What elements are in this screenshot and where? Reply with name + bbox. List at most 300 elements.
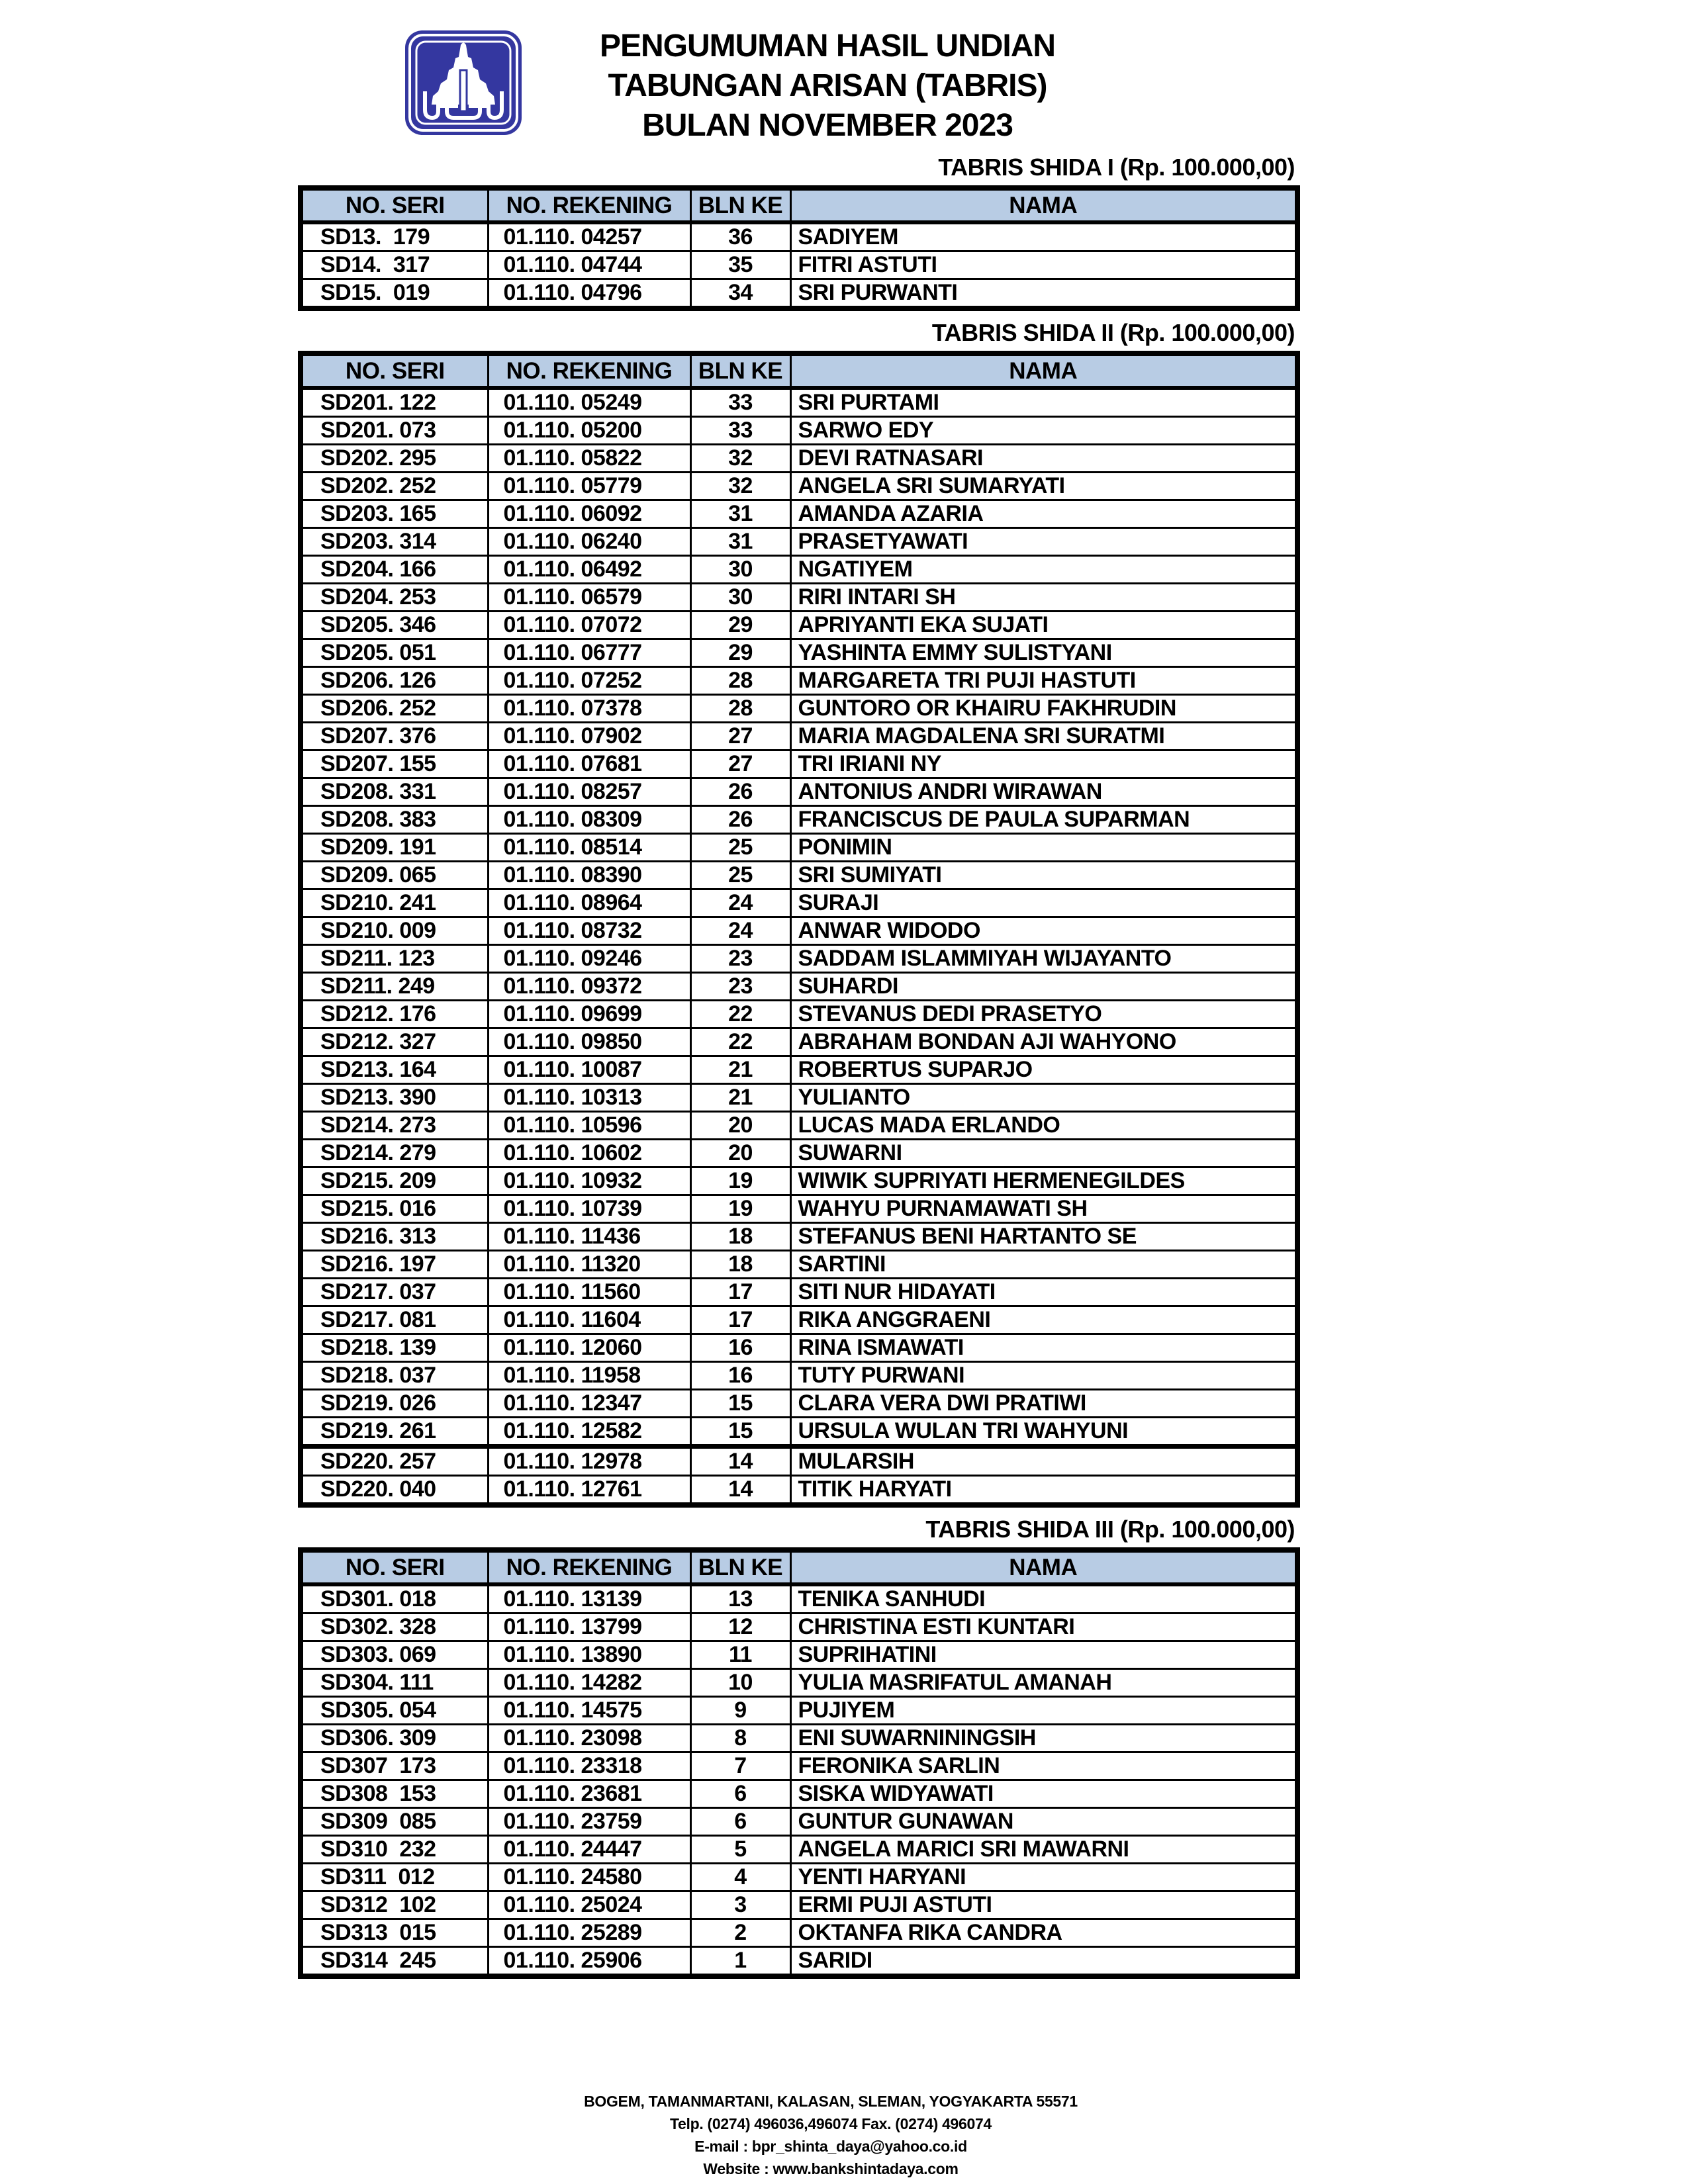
col-header-bln-ke: BLN KE <box>690 1550 790 1584</box>
cell-no-seri: SD210. 009 <box>301 917 488 945</box>
footer-address: BOGEM, TAMANMARTANI, KALASAN, SLEMAN, YOGYAKARTA 55571 <box>584 2093 1078 2110</box>
cell-bln-ke: 36 <box>690 222 790 251</box>
col-header-bln-ke: BLN KE <box>690 188 790 222</box>
cell-bln-ke: 23 <box>690 945 790 973</box>
table-row <box>301 388 1297 417</box>
cell-no-rekening: 01.110. 06777 <box>488 639 690 667</box>
table-header-row <box>301 1550 1297 1584</box>
table-row <box>301 695 1297 723</box>
cell-nama: PONIMIN <box>790 834 1297 862</box>
cell-nama: SRI SUMIYATI <box>790 862 1297 889</box>
cell-no-seri: SD204. 253 <box>301 584 488 612</box>
col-header-no-rekening: NO. REKENING <box>488 353 690 388</box>
cell-no-rekening: 01.110. 12582 <box>488 1418 690 1447</box>
cell-no-seri: SD15. 019 <box>301 279 488 309</box>
cell-bln-ke: 17 <box>690 1306 790 1334</box>
cell-no-rekening: 01.110. 05822 <box>488 445 690 473</box>
table-shida-1 <box>298 185 1300 311</box>
cell-no-rekening: 01.110. 11958 <box>488 1362 690 1390</box>
cell-no-seri: SD212. 176 <box>301 1001 488 1028</box>
cell-nama: YULIANTO <box>790 1084 1297 1112</box>
cell-no-seri: SD205. 051 <box>301 639 488 667</box>
cell-bln-ke: 5 <box>690 1836 790 1864</box>
cell-no-rekening: 01.110. 14575 <box>488 1697 690 1725</box>
table-row <box>301 1891 1297 1919</box>
cell-no-rekening: 01.110. 09699 <box>488 1001 690 1028</box>
table-row <box>301 667 1297 695</box>
cell-bln-ke: 12 <box>690 1614 790 1641</box>
cell-bln-ke: 11 <box>690 1641 790 1669</box>
table-row <box>301 834 1297 862</box>
table-row <box>301 1725 1297 1752</box>
cell-no-rekening: 01.110. 07681 <box>488 751 690 778</box>
cell-no-seri: SD302. 328 <box>301 1614 488 1641</box>
col-header-nama: NAMA <box>790 188 1297 222</box>
cell-no-rekening: 01.110. 10087 <box>488 1056 690 1084</box>
table-shida-2 <box>298 351 1300 1508</box>
cell-no-seri: SD303. 069 <box>301 1641 488 1669</box>
table-row <box>301 1306 1297 1334</box>
cell-no-seri: SD214. 279 <box>301 1140 488 1167</box>
cell-nama: ANGELA MARICI SRI MAWARNI <box>790 1836 1297 1864</box>
cell-bln-ke: 21 <box>690 1056 790 1084</box>
cell-bln-ke: 15 <box>690 1418 790 1447</box>
cell-bln-ke: 34 <box>690 279 790 309</box>
table-row <box>301 1251 1297 1279</box>
table-row <box>301 1001 1297 1028</box>
cell-nama: LUCAS MADA ERLANDO <box>790 1112 1297 1140</box>
table-row <box>301 500 1297 528</box>
cell-nama: AMANDA AZARIA <box>790 500 1297 528</box>
section-label-shida-2: TABRIS SHIDA II (Rp. 100.000,00) <box>931 319 1295 346</box>
cell-bln-ke: 16 <box>690 1362 790 1390</box>
table-row <box>301 279 1297 309</box>
cell-no-seri: SD219. 261 <box>301 1418 488 1447</box>
table-row <box>301 1028 1297 1056</box>
table-row <box>301 1112 1297 1140</box>
cell-no-rekening: 01.110. 07072 <box>488 612 690 639</box>
cell-no-seri: SD205. 346 <box>301 612 488 639</box>
cell-nama: RIRI INTARI SH <box>790 584 1297 612</box>
table-row <box>301 778 1297 806</box>
cell-no-seri: SD211. 123 <box>301 945 488 973</box>
cell-no-seri: SD216. 313 <box>301 1223 488 1251</box>
cell-nama: GUNTORO OR KHAIRU FAKHRUDIN <box>790 695 1297 723</box>
cell-no-seri: SD310 232 <box>301 1836 488 1864</box>
cell-nama: ABRAHAM BONDAN AJI WAHYONO <box>790 1028 1297 1056</box>
cell-no-seri: SD313 015 <box>301 1919 488 1947</box>
cell-no-seri: SD219. 026 <box>301 1390 488 1418</box>
title-line-announcement: PENGUMUMAN HASIL UNDIAN <box>599 28 1056 64</box>
cell-nama: SADDAM ISLAMMIYAH WIJAYANTO <box>790 945 1297 973</box>
cell-no-seri: SD216. 197 <box>301 1251 488 1279</box>
cell-nama: TRI IRIANI NY <box>790 751 1297 778</box>
cell-no-seri: SD314 245 <box>301 1947 488 1977</box>
cell-no-rekening: 01.110. 08257 <box>488 778 690 806</box>
cell-nama: TENIKA SANHUDI <box>790 1584 1297 1614</box>
cell-nama: SARTINI <box>790 1251 1297 1279</box>
cell-nama: RIKA ANGGRAENI <box>790 1306 1297 1334</box>
cell-bln-ke: 19 <box>690 1195 790 1223</box>
table-row <box>301 1084 1297 1112</box>
cell-no-seri: SD204. 166 <box>301 556 488 584</box>
cell-no-rekening: 01.110. 11560 <box>488 1279 690 1306</box>
table-row <box>301 1140 1297 1167</box>
cell-no-rekening: 01.110. 23759 <box>488 1808 690 1836</box>
table-row <box>301 1864 1297 1891</box>
cell-bln-ke: 3 <box>690 1891 790 1919</box>
table-row <box>301 806 1297 834</box>
table-row <box>301 723 1297 751</box>
cell-bln-ke: 32 <box>690 445 790 473</box>
table-row <box>301 1362 1297 1390</box>
table-row <box>301 1752 1297 1780</box>
tables-area <box>298 0 1295 1979</box>
cell-no-rekening: 01.110. 07252 <box>488 667 690 695</box>
cell-no-rekening: 01.110. 08390 <box>488 862 690 889</box>
cell-no-seri: SD213. 164 <box>301 1056 488 1084</box>
cell-nama: YENTI HARYANI <box>790 1864 1297 1891</box>
cell-bln-ke: 33 <box>690 388 790 417</box>
cell-bln-ke: 18 <box>690 1223 790 1251</box>
cell-bln-ke: 9 <box>690 1697 790 1725</box>
col-header-nama: NAMA <box>790 1550 1297 1584</box>
cell-no-seri: SD304. 111 <box>301 1669 488 1697</box>
cell-bln-ke: 1 <box>690 1947 790 1977</box>
cell-bln-ke: 24 <box>690 917 790 945</box>
table-row <box>301 445 1297 473</box>
cell-no-rekening: 01.110. 10739 <box>488 1195 690 1223</box>
table-row <box>301 1418 1297 1447</box>
table-row <box>301 222 1297 251</box>
cell-no-rekening: 01.110. 08309 <box>488 806 690 834</box>
cell-nama: SUHARDI <box>790 973 1297 1001</box>
cell-no-seri: SD13. 179 <box>301 222 488 251</box>
cell-bln-ke: 4 <box>690 1864 790 1891</box>
footer-email: E-mail : bpr_shinta_daya@yahoo.co.id <box>694 2138 967 2155</box>
cell-nama: SISKA WIDYAWATI <box>790 1780 1297 1808</box>
cell-no-seri: SD215. 209 <box>301 1167 488 1195</box>
cell-no-seri: SD311 012 <box>301 1864 488 1891</box>
cell-nama: SRI PURWANTI <box>790 279 1297 309</box>
cell-nama: PUJIYEM <box>790 1697 1297 1725</box>
cell-no-seri: SD218. 037 <box>301 1362 488 1390</box>
cell-nama: DEVI RATNASARI <box>790 445 1297 473</box>
cell-bln-ke: 21 <box>690 1084 790 1112</box>
cell-bln-ke: 30 <box>690 556 790 584</box>
cell-no-seri: SD208. 331 <box>301 778 488 806</box>
cell-nama: ROBERTUS SUPARJO <box>790 1056 1297 1084</box>
cell-nama: SUWARNI <box>790 1140 1297 1167</box>
table-row <box>301 1919 1297 1947</box>
cell-nama: URSULA WULAN TRI WAHYUNI <box>790 1418 1297 1447</box>
cell-no-rekening: 01.110. 06579 <box>488 584 690 612</box>
table-row <box>301 862 1297 889</box>
table-row <box>301 1056 1297 1084</box>
cell-no-rekening: 01.110. 11436 <box>488 1223 690 1251</box>
cell-no-rekening: 01.110. 25906 <box>488 1947 690 1977</box>
cell-bln-ke: 14 <box>690 1447 790 1476</box>
cell-nama: SARWO EDY <box>790 417 1297 445</box>
cell-bln-ke: 22 <box>690 1001 790 1028</box>
cell-bln-ke: 28 <box>690 667 790 695</box>
cell-no-seri: SD211. 249 <box>301 973 488 1001</box>
cell-no-seri: SD217. 037 <box>301 1279 488 1306</box>
cell-no-seri: SD220. 040 <box>301 1476 488 1506</box>
cell-no-rekening: 01.110. 11320 <box>488 1251 690 1279</box>
cell-bln-ke: 35 <box>690 251 790 279</box>
cell-bln-ke: 18 <box>690 1251 790 1279</box>
cell-no-rekening: 01.110. 09372 <box>488 973 690 1001</box>
cell-no-rekening: 01.110. 05200 <box>488 417 690 445</box>
cell-no-rekening: 01.110. 05249 <box>488 388 690 417</box>
cell-nama: SUPRIHATINI <box>790 1641 1297 1669</box>
cell-no-rekening: 01.110. 07378 <box>488 695 690 723</box>
cell-no-rekening: 01.110. 10602 <box>488 1140 690 1167</box>
cell-no-rekening: 01.110. 10932 <box>488 1167 690 1195</box>
cell-bln-ke: 24 <box>690 889 790 917</box>
cell-no-seri: SD217. 081 <box>301 1306 488 1334</box>
cell-no-seri: SD301. 018 <box>301 1584 488 1614</box>
cell-no-seri: SD209. 065 <box>301 862 488 889</box>
cell-nama: ERMI PUJI ASTUTI <box>790 1891 1297 1919</box>
cell-nama: GUNTUR GUNAWAN <box>790 1808 1297 1836</box>
cell-no-rekening: 01.110. 04257 <box>488 222 690 251</box>
cell-no-seri: SD207. 155 <box>301 751 488 778</box>
cell-bln-ke: 33 <box>690 417 790 445</box>
table-row <box>301 1447 1297 1476</box>
cell-no-seri: SD207. 376 <box>301 723 488 751</box>
cell-no-seri: SD201. 122 <box>301 388 488 417</box>
cell-no-rekening: 01.110. 12347 <box>488 1390 690 1418</box>
cell-no-seri: SD206. 126 <box>301 667 488 695</box>
cell-no-rekening: 01.110. 06240 <box>488 528 690 556</box>
cell-no-rekening: 01.110. 04744 <box>488 251 690 279</box>
cell-bln-ke: 29 <box>690 612 790 639</box>
cell-bln-ke: 20 <box>690 1140 790 1167</box>
cell-no-rekening: 01.110. 25024 <box>488 1891 690 1919</box>
table-row <box>301 1614 1297 1641</box>
cell-no-seri: SD220. 257 <box>301 1447 488 1476</box>
cell-no-rekening: 01.110. 13139 <box>488 1584 690 1614</box>
cell-no-seri: SD14. 317 <box>301 251 488 279</box>
cell-bln-ke: 6 <box>690 1808 790 1836</box>
col-header-no-seri: NO. SERI <box>301 353 488 388</box>
table-row <box>301 889 1297 917</box>
cell-nama: STEFANUS BENI HARTANTO SE <box>790 1223 1297 1251</box>
cell-no-seri: SD208. 383 <box>301 806 488 834</box>
footer-phone: Telp. (0274) 496036,496074 Fax. (0274) 496074 <box>669 2115 992 2132</box>
cell-no-rekening: 01.110. 23681 <box>488 1780 690 1808</box>
table-row <box>301 1641 1297 1669</box>
cell-no-rekening: 01.110. 08964 <box>488 889 690 917</box>
cell-no-seri: SD308 153 <box>301 1780 488 1808</box>
cell-nama: PRASETYAWATI <box>790 528 1297 556</box>
cell-no-seri: SD202. 295 <box>301 445 488 473</box>
cell-bln-ke: 6 <box>690 1780 790 1808</box>
footer-website: Website : www.bankshintadaya.com <box>703 2160 959 2177</box>
table-row <box>301 1669 1297 1697</box>
cell-no-seri: SD309 085 <box>301 1808 488 1836</box>
cell-no-seri: SD212. 327 <box>301 1028 488 1056</box>
col-header-no-rekening: NO. REKENING <box>488 1550 690 1584</box>
cell-no-seri: SD201. 073 <box>301 417 488 445</box>
cell-no-rekening: 01.110. 14282 <box>488 1669 690 1697</box>
cell-bln-ke: 22 <box>690 1028 790 1056</box>
table-row <box>301 1167 1297 1195</box>
cell-nama: MARIA MAGDALENA SRI SURATMI <box>790 723 1297 751</box>
cell-bln-ke: 13 <box>690 1584 790 1614</box>
cell-no-seri: SD307 173 <box>301 1752 488 1780</box>
cell-no-rekening: 01.110. 13890 <box>488 1641 690 1669</box>
table-row <box>301 1476 1297 1506</box>
cell-bln-ke: 27 <box>690 723 790 751</box>
table-header-row <box>301 353 1297 388</box>
table-row <box>301 528 1297 556</box>
cell-nama: FITRI ASTUTI <box>790 251 1297 279</box>
cell-nama: ANGELA SRI SUMARYATI <box>790 473 1297 500</box>
cell-no-rekening: 01.110. 23098 <box>488 1725 690 1752</box>
cell-no-rekening: 01.110. 23318 <box>488 1752 690 1780</box>
cell-no-rekening: 01.110. 08514 <box>488 834 690 862</box>
cell-no-rekening: 01.110. 11604 <box>488 1306 690 1334</box>
cell-no-seri: SD312 102 <box>301 1891 488 1919</box>
cell-bln-ke: 2 <box>690 1919 790 1947</box>
cell-no-seri: SD203. 314 <box>301 528 488 556</box>
cell-bln-ke: 29 <box>690 639 790 667</box>
cell-nama: WAHYU PURNAMAWATI SH <box>790 1195 1297 1223</box>
cell-no-rekening: 01.110. 06492 <box>488 556 690 584</box>
cell-bln-ke: 15 <box>690 1390 790 1418</box>
cell-no-seri: SD203. 165 <box>301 500 488 528</box>
table-row <box>301 1195 1297 1223</box>
cell-bln-ke: 25 <box>690 834 790 862</box>
cell-bln-ke: 31 <box>690 500 790 528</box>
cell-no-rekening: 01.110. 09850 <box>488 1028 690 1056</box>
col-header-bln-ke: BLN KE <box>690 353 790 388</box>
cell-nama: WIWIK SUPRIYATI HERMENEGILDES <box>790 1167 1297 1195</box>
cell-bln-ke: 10 <box>690 1669 790 1697</box>
cell-bln-ke: 25 <box>690 862 790 889</box>
cell-bln-ke: 7 <box>690 1752 790 1780</box>
table-row <box>301 1808 1297 1836</box>
cell-no-rekening: 01.110. 08732 <box>488 917 690 945</box>
cell-bln-ke: 8 <box>690 1725 790 1752</box>
cell-nama: RINA ISMAWATI <box>790 1334 1297 1362</box>
cell-no-seri: SD206. 252 <box>301 695 488 723</box>
cell-no-rekening: 01.110. 09246 <box>488 945 690 973</box>
cell-no-seri: SD202. 252 <box>301 473 488 500</box>
table-row <box>301 1390 1297 1418</box>
cell-nama: MULARSIH <box>790 1447 1297 1476</box>
footer <box>0 2090 1662 2180</box>
table-row <box>301 639 1297 667</box>
cell-no-rekening: 01.110. 12761 <box>488 1476 690 1506</box>
col-header-no-seri: NO. SERI <box>301 1550 488 1584</box>
table-row <box>301 1697 1297 1725</box>
cell-nama: OKTANFA RIKA CANDRA <box>790 1919 1297 1947</box>
cell-no-seri: SD214. 273 <box>301 1112 488 1140</box>
cell-bln-ke: 17 <box>690 1279 790 1306</box>
col-header-no-rekening: NO. REKENING <box>488 188 690 222</box>
cell-no-rekening: 01.110. 25289 <box>488 1919 690 1947</box>
cell-no-rekening: 01.110. 07902 <box>488 723 690 751</box>
cell-no-seri: SD213. 390 <box>301 1084 488 1112</box>
cell-no-rekening: 01.110. 13799 <box>488 1614 690 1641</box>
cell-nama: SITI NUR HIDAYATI <box>790 1279 1297 1306</box>
section-label-shida-1: TABRIS SHIDA I (Rp. 100.000,00) <box>938 154 1295 181</box>
cell-nama: FERONIKA SARLIN <box>790 1752 1297 1780</box>
cell-nama: APRIYANTI EKA SUJATI <box>790 612 1297 639</box>
cell-no-rekening: 01.110. 06092 <box>488 500 690 528</box>
table-row <box>301 1334 1297 1362</box>
table-shida-3 <box>298 1547 1300 1979</box>
cell-bln-ke: 14 <box>690 1476 790 1506</box>
cell-nama: YULIA MASRIFATUL AMANAH <box>790 1669 1297 1697</box>
table-row <box>301 1780 1297 1808</box>
cell-bln-ke: 19 <box>690 1167 790 1195</box>
table-row <box>301 556 1297 584</box>
cell-nama: SADIYEM <box>790 222 1297 251</box>
cell-bln-ke: 31 <box>690 528 790 556</box>
cell-no-rekening: 01.110. 24580 <box>488 1864 690 1891</box>
cell-no-seri: SD215. 016 <box>301 1195 488 1223</box>
table-row <box>301 584 1297 612</box>
cell-nama: NGATIYEM <box>790 556 1297 584</box>
cell-no-seri: SD218. 139 <box>301 1334 488 1362</box>
cell-nama: MARGARETA TRI PUJI HASTUTI <box>790 667 1297 695</box>
table-row <box>301 251 1297 279</box>
table-row <box>301 473 1297 500</box>
section-label-shida-3: TABRIS SHIDA III (Rp. 100.000,00) <box>925 1516 1295 1543</box>
cell-no-rekening: 01.110. 04796 <box>488 279 690 309</box>
table-header-row <box>301 188 1297 222</box>
cell-nama: ANWAR WIDODO <box>790 917 1297 945</box>
table-row <box>301 1584 1297 1614</box>
cell-nama: CLARA VERA DWI PRATIWI <box>790 1390 1297 1418</box>
cell-nama: FRANCISCUS DE PAULA SUPARMAN <box>790 806 1297 834</box>
cell-bln-ke: 16 <box>690 1334 790 1362</box>
cell-nama: SARIDI <box>790 1947 1297 1977</box>
cell-no-seri: SD210. 241 <box>301 889 488 917</box>
cell-bln-ke: 23 <box>690 973 790 1001</box>
cell-no-rekening: 01.110. 10596 <box>488 1112 690 1140</box>
title-line-product: TABUNGAN ARISAN (TABRIS) <box>608 68 1047 103</box>
cell-nama: TUTY PURWANI <box>790 1362 1297 1390</box>
title-line-month: BULAN NOVEMBER 2023 <box>642 108 1013 143</box>
cell-no-seri: SD306. 309 <box>301 1725 488 1752</box>
cell-no-rekening: 01.110. 24447 <box>488 1836 690 1864</box>
cell-bln-ke: 28 <box>690 695 790 723</box>
table-row <box>301 751 1297 778</box>
cell-nama: SRI PURTAMI <box>790 388 1297 417</box>
table-row <box>301 417 1297 445</box>
cell-no-rekening: 01.110. 05779 <box>488 473 690 500</box>
table-row <box>301 917 1297 945</box>
cell-bln-ke: 30 <box>690 584 790 612</box>
table-row <box>301 1836 1297 1864</box>
table-row <box>301 1947 1297 1977</box>
cell-nama: SURAJI <box>790 889 1297 917</box>
cell-bln-ke: 32 <box>690 473 790 500</box>
table-row <box>301 973 1297 1001</box>
cell-bln-ke: 27 <box>690 751 790 778</box>
cell-nama: ANTONIUS ANDRI WIRAWAN <box>790 778 1297 806</box>
cell-nama: ENI SUWARNININGSIH <box>790 1725 1297 1752</box>
table-row <box>301 1279 1297 1306</box>
col-header-nama: NAMA <box>790 353 1297 388</box>
cell-bln-ke: 26 <box>690 778 790 806</box>
